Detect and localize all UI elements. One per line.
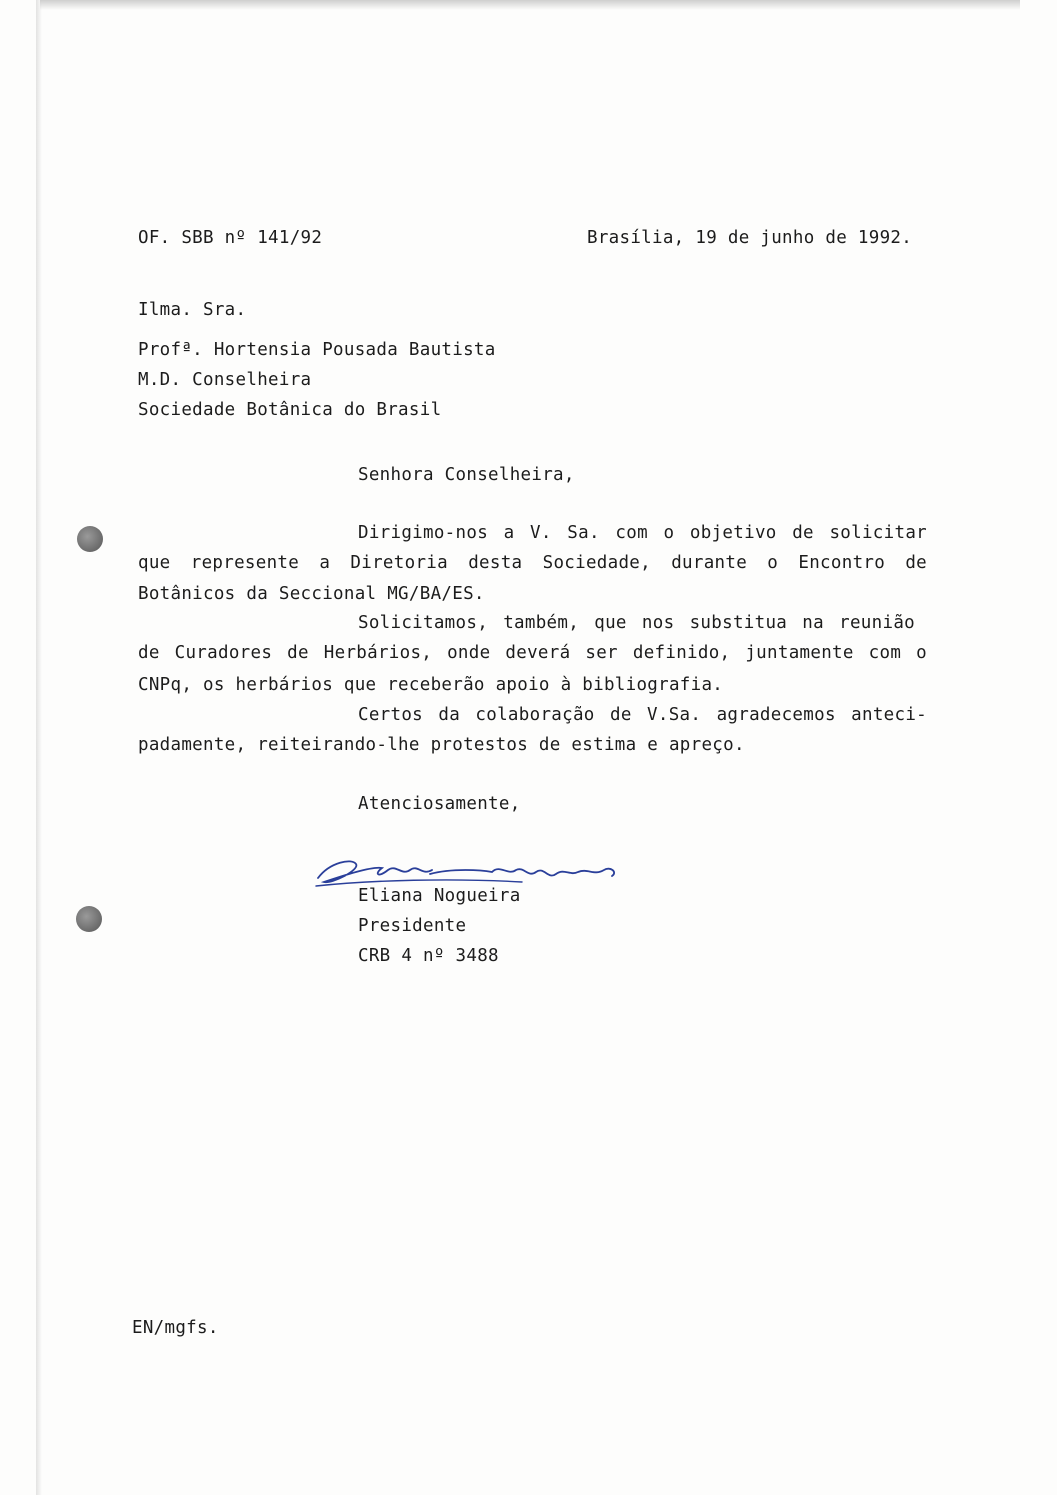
recipient-organization: Sociedade Botânica do Brasil <box>138 400 442 420</box>
signer-registration: CRB 4 nº 3488 <box>358 946 499 966</box>
greeting: Senhora Conselheira, <box>358 465 575 485</box>
punch-hole-icon <box>76 906 102 932</box>
paragraph-line: de Curadores de Herbários, onde deverá ser definido, juntamente com o <box>138 643 927 663</box>
scan-edge-left <box>36 0 42 1495</box>
paragraph-line: Solicitamos, também, que nos substitua na reunião <box>358 613 915 633</box>
paragraph-line: que represente a Diretoria desta Sociedade, durante o Encontro de <box>138 553 927 573</box>
punch-hole-icon <box>77 526 103 552</box>
paragraph-line: Certos da colaboração de V.Sa. agradecemos anteci- <box>358 705 927 725</box>
place-date: Brasília, 19 de junho de 1992. <box>587 228 913 248</box>
closing: Atenciosamente, <box>358 794 521 814</box>
paragraph-line: padamente, reiteirando-lhe protestos de estima e apreço. <box>138 735 745 755</box>
paragraph-line: Botânicos da Seccional MG/BA/ES. <box>138 584 485 604</box>
typist-initials: EN/mgfs. <box>132 1318 219 1338</box>
letter-reference: OF. SBB nº 141/92 <box>138 228 323 248</box>
paragraph-line: CNPq, os herbários que receberão apoio à bibliografia. <box>138 675 724 695</box>
scan-edge-top <box>40 0 1020 10</box>
signer-title: Presidente <box>358 916 467 936</box>
recipient-name: Profª. Hortensia Pousada Bautista <box>138 340 496 360</box>
paragraph-line: Dirigimo-nos a V. Sa. com o objetivo de solicitar <box>358 523 927 543</box>
recipient-role: M.D. Conselheira <box>138 370 312 390</box>
salutation-line: Ilma. Sra. <box>138 300 247 320</box>
signer-name: Eliana Nogueira <box>358 886 521 906</box>
